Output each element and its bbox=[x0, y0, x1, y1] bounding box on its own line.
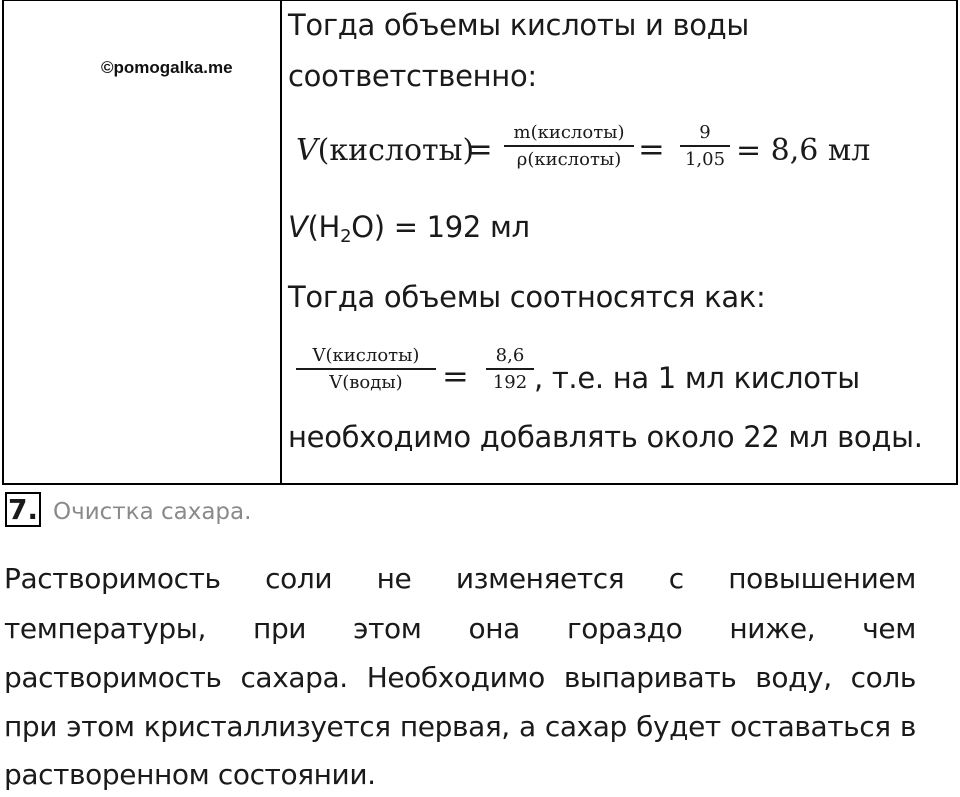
word: соли bbox=[265, 562, 333, 595]
word: растворимость bbox=[4, 661, 222, 694]
fraction-denominator: 1,05 bbox=[684, 148, 726, 170]
text-line-2: соответственно: bbox=[288, 59, 537, 93]
word: Растворимость bbox=[4, 562, 221, 595]
paragraph-line-2 bbox=[4, 612, 916, 645]
word: этом bbox=[353, 612, 422, 645]
word: Необходимо bbox=[366, 661, 545, 694]
fraction-numerator: m(кислоты) bbox=[513, 122, 625, 143]
word: повышением bbox=[728, 562, 916, 595]
fraction-denominator: 192 bbox=[492, 371, 528, 393]
task-title: Очистка сахара. bbox=[53, 499, 252, 525]
word: выпаривать bbox=[563, 661, 737, 694]
word: изменяется bbox=[455, 562, 625, 595]
word: оставаться bbox=[730, 710, 891, 743]
text-line-4: необходимо добавлять около 22 мл воды. bbox=[288, 420, 923, 454]
watermark: ©pomogalka.me bbox=[101, 58, 233, 77]
text-line-1: Тогда объемы кислоты и воды bbox=[288, 8, 750, 42]
fraction-numerator: 8,6 bbox=[495, 345, 525, 366]
word: а bbox=[518, 710, 536, 743]
numeric-fraction bbox=[680, 122, 730, 170]
water-volume-line: $V(H_2O) = 192$ мл bbox=[288, 210, 530, 247]
word: при bbox=[4, 710, 58, 743]
word: она bbox=[468, 612, 520, 645]
fraction-denominator: ρ(кислоты) bbox=[516, 148, 622, 170]
fraction-numerator: V(кислоты) bbox=[312, 345, 420, 366]
acid-label: (кислоты) bbox=[317, 133, 475, 168]
word: при bbox=[253, 612, 307, 645]
word: кристаллизуется bbox=[143, 710, 391, 743]
word: температуры, bbox=[4, 612, 206, 645]
table-divider bbox=[280, 1, 282, 483]
fraction-numerator: 9 bbox=[699, 122, 711, 143]
paragraph-line-4 bbox=[4, 710, 916, 743]
word: сахара. bbox=[240, 661, 348, 694]
word: будет bbox=[636, 710, 721, 743]
volume-ratio-fraction bbox=[296, 345, 436, 393]
word: воду, bbox=[755, 661, 832, 694]
word: с bbox=[668, 562, 684, 595]
acid-volume-equation: V(кислоты) = m(кислоты) ρ(кислоты) = 9 1,05 = 8,6 мл bbox=[296, 122, 871, 170]
fraction-denominator: V(воды) bbox=[329, 371, 403, 393]
paragraph-line-3 bbox=[4, 661, 916, 694]
paragraph-line-1 bbox=[4, 562, 916, 595]
mass-density-fraction bbox=[504, 122, 634, 170]
text-line-3: Тогда объемы соотносятся как: bbox=[288, 280, 766, 314]
word: сахар bbox=[544, 710, 627, 743]
word: соль bbox=[850, 661, 916, 694]
ratio-explanation: , т.е. на 1 мл кислоты bbox=[534, 361, 860, 395]
word: ниже, bbox=[729, 612, 816, 645]
word: гораздо bbox=[566, 612, 683, 645]
acid-volume-result: = 8,6 мл bbox=[736, 133, 871, 168]
word: этом bbox=[66, 710, 135, 743]
word: чем bbox=[862, 612, 916, 645]
word: в bbox=[899, 710, 916, 743]
numeric-ratio-fraction bbox=[486, 345, 534, 393]
paragraph-line-5: растворенном состоянии. bbox=[4, 758, 376, 791]
word: не bbox=[376, 562, 412, 595]
task-number: 7. bbox=[5, 492, 41, 527]
word: первая, bbox=[399, 710, 510, 743]
volume-symbol: V bbox=[296, 133, 318, 168]
ratio-equation: V(кислоты) V(воды) = 8,6 192 , т.е. на 1 мл кислоты bbox=[288, 345, 948, 415]
